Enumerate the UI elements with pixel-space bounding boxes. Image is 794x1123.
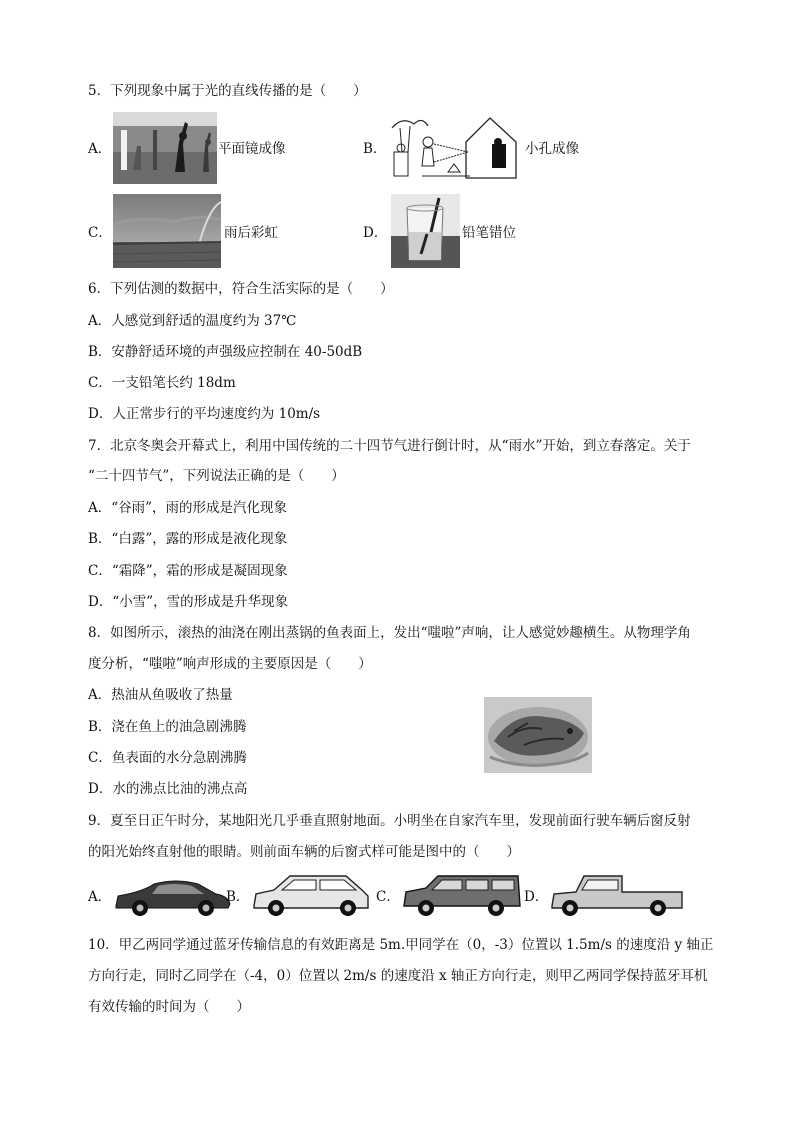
q10-line3: 有效传输的时间为（ ） <box>88 999 250 1015</box>
pencil-in-water-photo <box>391 194 460 268</box>
q9-stem-line1: 9．夏至日正午时分，某地阳光几乎垂直照射地面。小明坐在自家汽车里，发现前面行驶车辆后窗反射 <box>88 813 691 829</box>
q6-option-a: A．人感觉到舒适的温度约为 37℃ <box>88 313 297 329</box>
q6-option-d: D．人正常步行的平均速度约为 10m/s <box>88 406 321 422</box>
q5-option-c-caption: 雨后彩虹 <box>224 225 278 241</box>
q8-option-b: B．浇在鱼上的油急剧沸腾 <box>88 719 247 735</box>
pickup-truck-drawing <box>548 870 686 918</box>
q8-stem-line2: 度分析，“嗤啦”响声形成的主要原因是（ ） <box>88 656 372 672</box>
q5-option-a-caption: 平面镜成像 <box>218 141 286 157</box>
q5-option-d-caption: 铅笔错位 <box>462 225 516 241</box>
q7-option-d: D．“小雪”，雪的形成是升华现象 <box>88 594 289 610</box>
q7-option-c: C．“霜降”，霜的形成是凝固现象 <box>88 563 288 579</box>
rainbow-photo <box>113 194 221 268</box>
q5-option-b-label: B． <box>363 141 387 157</box>
mirror-dancer-photo <box>113 112 217 184</box>
q7-option-b: B．“白露”，露的形成是液化现象 <box>88 531 288 547</box>
q8-option-c: C．鱼表面的水分急剧沸腾 <box>88 750 247 766</box>
q6-option-b: B．安静舒适环境的声强级应控制在 40-50dB <box>88 344 363 360</box>
q5-option-c-label: C． <box>88 225 112 241</box>
q5-stem: 5．下列现象中属于光的直线传播的是（ ） <box>88 83 367 99</box>
q5-option-d-label: D． <box>363 225 388 241</box>
q8-stem-line1: 8．如图所示，滚热的油浇在刚出蒸锅的鱼表面上，发出“嗤啦”声响，让人感觉妙趣横生。从物理学角 <box>88 625 691 641</box>
q9-stem-line2: 的阳光始终直射他的眼睛。则前面车辆的后窗式样可能是图中的（ ） <box>88 844 520 860</box>
q7-option-a: A．“谷雨”，雨的形成是汽化现象 <box>88 500 288 516</box>
q10-line1: 10．甲乙两同学通过蓝牙传输信息的有效距离是 5m.甲同学在（0，-3）位置以 1.5m/s 的速度沿 y 轴正 <box>88 937 714 953</box>
q6-stem: 6．下列估测的数据中，符合生活实际的是（ ） <box>88 281 394 297</box>
hatchback-car-drawing <box>250 870 372 918</box>
q6-option-c: C．一支铅笔长约 18dm <box>88 375 236 391</box>
q8-option-d: D．水的沸点比油的沸点高 <box>88 781 248 797</box>
q7-stem-line1: 7．北京冬奥会开幕式上，利用中国传统的二十四节气进行倒计时，从“雨水”开始，到立春落定。关于 <box>88 438 691 454</box>
pinhole-camera-drawing <box>388 112 522 184</box>
q5-option-a-label: A． <box>88 141 112 157</box>
q7-stem-line2: “二十四节气”，下列说法正确的是（ ） <box>88 468 345 484</box>
q9-option-b-label: B． <box>226 889 250 905</box>
steamed-fish-photo <box>484 697 592 773</box>
q9-option-d-label: D． <box>524 889 549 905</box>
suv-car-drawing <box>400 870 522 918</box>
q9-option-c-label: C． <box>376 889 400 905</box>
q10-line2: 方向行走，同时乙同学在（-4，0）位置以 2m/s 的速度沿 x 轴正方向行走，则甲乙两同学保持蓝牙耳机 <box>88 968 708 984</box>
q5-option-b-caption: 小孔成像 <box>525 141 579 157</box>
q8-option-a: A．热油从鱼吸收了热量 <box>88 687 233 703</box>
q9-option-a-label: A． <box>88 889 112 905</box>
sedan-car-drawing <box>112 876 234 918</box>
